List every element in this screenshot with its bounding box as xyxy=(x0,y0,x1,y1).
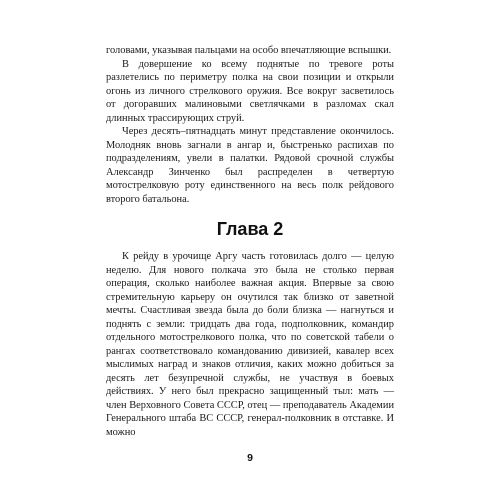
page-number: 9 xyxy=(247,452,253,464)
text-block-after-chapter xyxy=(106,250,394,439)
paragraph: К рейду в урочище Аргу часть готовилась долго — целую неделю. Для нового полкача это была не столько первая операция, сколько наиболее важная акция. Впервые за свою стремительную карьеру он очутился так близко от заветной мечты. Счастливая звезда была до боли близка — нагнуться и поднять с земли: тридцать два года, подполковник, командир отдельного мотострелкового полка, что по советской табели о рангах соответствовало командованию дивизией, кавалер всех мыслимых наград и знаков отличия, каких можно добиться за десять лет безупречной службы, не участвуя в боевых действиях. У него был прекрасно защищенный тыл: мать — член Верховного Совета СССР, отец — преподаватель Академии Генерального штаба ВС СССР, генерал-полковник в отставке. И можно xyxy=(106,251,394,438)
paragraph: Через десять–пятнадцать минут представление окончилось. Молодняк вновь загнали в ангар и, быстренько распихав по подразделениям, увели в палатки. Рядовой срочной службы Александр Зинченко был распределен в четвертую мотострелковую роту единственного на весь полк рейдового второго батальона. xyxy=(106,126,394,205)
chapter-heading: Глава 2 xyxy=(216,219,284,239)
paragraph: головами, указывая пальцами на особо впечатляющие вспышки. xyxy=(106,45,392,56)
paragraph: В довершение ко всему поднятые по тревоге роты разлетелись по периметру полка на свои позиции и открыли огонь из личного стрелкового оружия. Все вокруг засветилось от догоравших малиновыми светлячками в разломах скал длинных трассирующих струй. xyxy=(106,58,394,124)
text-block-before-chapter xyxy=(106,44,394,206)
